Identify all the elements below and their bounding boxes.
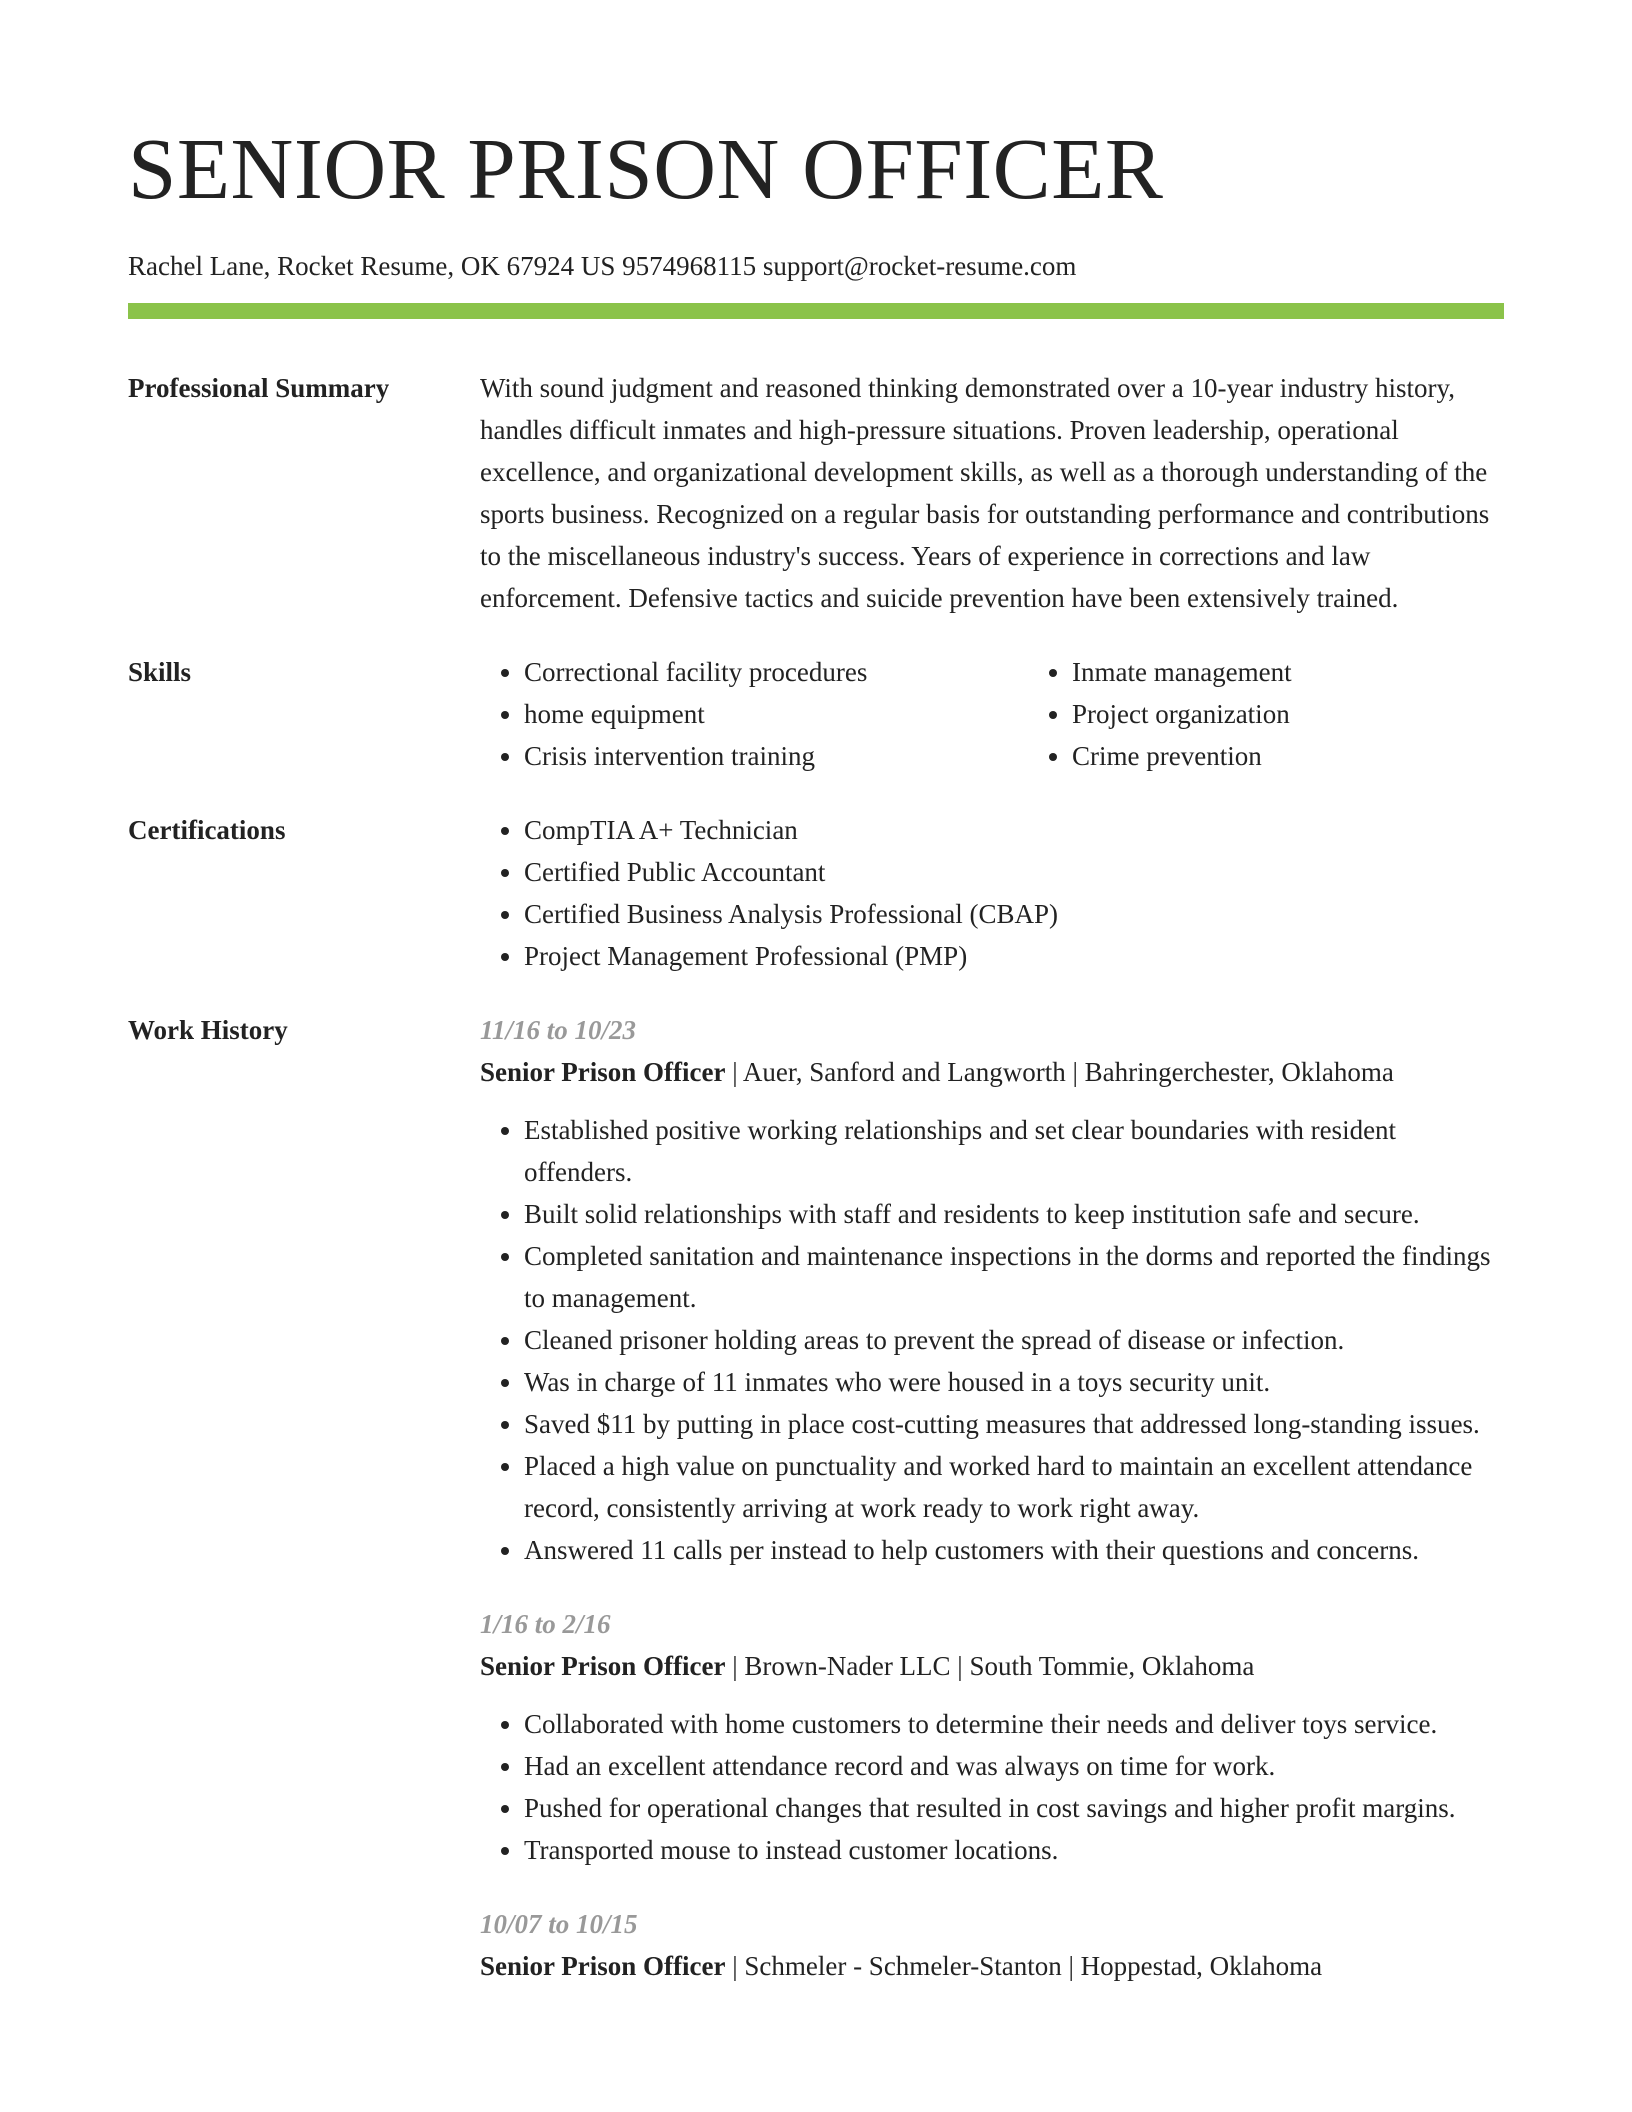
certifications-section xyxy=(128,809,1504,977)
resume-header xyxy=(128,0,1504,319)
job-bullet: • Completed sanitation and maintenance inspections in the dorms and reported the findings to management. xyxy=(524,1235,1504,1319)
skills-section xyxy=(128,651,1504,777)
job-dates: 10/07 to 10/15 xyxy=(480,1909,638,1939)
section-label-work-history: Work History xyxy=(128,1015,288,1045)
accent-divider xyxy=(128,303,1504,319)
certification-item: • CompTIA A+ Technician xyxy=(524,809,1504,851)
job-bullet: • Saved $11 by putting in place cost-cutting measures that addressed long-standing issues. xyxy=(524,1403,1504,1445)
certifications-body xyxy=(480,809,1504,977)
job-bullets xyxy=(480,1703,1504,1871)
skill-item: • home equipment xyxy=(524,693,1028,735)
job-title: Senior Prison Officer xyxy=(480,1951,726,1981)
skill-item: • Correctional facility procedures xyxy=(524,651,1028,693)
work-history-body xyxy=(480,1009,1504,2019)
certifications-list xyxy=(480,809,1504,977)
job-title: Senior Prison Officer xyxy=(480,1651,726,1681)
job-bullet: • Collaborated with home customers to determine their needs and deliver toys service. xyxy=(524,1703,1504,1745)
job-bullet: • Answered 11 calls per instead to help customers with their questions and concerns. xyxy=(524,1529,1504,1571)
job-bullet: • Pushed for operational changes that resulted in cost savings and higher profit margins. xyxy=(524,1787,1504,1829)
summary-text: With sound judgment and reasoned thinking demonstrated over a 10-year industry history, handles difficult inmates and high-pressure situations. Proven leadership, operational excellence, and organizational development skills, as well as a thorough understanding of the sports business. Recognized on a regular basis for outstanding performance and contributions to the miscellaneous industry's success. Years of experience in corrections and law enforcement. Defensive tactics and suicide prevention have been extensively trained. xyxy=(480,373,1490,613)
job-heading xyxy=(480,1945,1504,1987)
section-label-summary: Professional Summary xyxy=(128,373,390,403)
work-history-section xyxy=(128,1009,1504,2019)
skills-grid xyxy=(480,651,1576,777)
job-bullets xyxy=(480,1109,1504,1571)
job-entry xyxy=(480,1903,1504,1987)
job-bullet: • Had an excellent attendance record and was always on time for work. xyxy=(524,1745,1504,1787)
job-bullet: • Established positive working relationships and set clear boundaries with resident offenders. xyxy=(524,1109,1504,1193)
job-heading xyxy=(480,1051,1504,1093)
job-details: | Brown-Nader LLC | South Tommie, Oklahoma xyxy=(725,1651,1255,1681)
job-details: | Auer, Sanford and Langworth | Bahringerchester, Oklahoma xyxy=(725,1057,1394,1087)
contact-line: Rachel Lane, Rocket Resume, OK 67924 US 9574968115 support@rocket-resume.com xyxy=(128,251,1077,281)
skill-item: • Project organization xyxy=(1072,693,1576,735)
job-bullet: • Placed a high value on punctuality and worked hard to maintain an excellent attendance record, consistently arriving at work ready to work right away. xyxy=(524,1445,1504,1529)
skill-item: • Crime prevention xyxy=(1072,735,1576,777)
certification-item: • Certified Business Analysis Professional (CBAP) xyxy=(524,893,1504,935)
job-entry xyxy=(480,1009,1504,1571)
summary-section xyxy=(128,367,1504,619)
page-title: SENIOR PRISON OFFICER xyxy=(128,120,1164,217)
job-bullet: • Transported mouse to instead customer locations. xyxy=(524,1829,1504,1871)
skill-item: • Crisis intervention training xyxy=(524,735,1028,777)
skill-item: • Inmate management xyxy=(1072,651,1576,693)
job-bullet: • Cleaned prisoner holding areas to prevent the spread of disease or infection. xyxy=(524,1319,1504,1361)
skills-column-2 xyxy=(1028,651,1576,777)
summary-body xyxy=(480,367,1504,619)
job-dates: 11/16 to 10/23 xyxy=(480,1015,637,1045)
certification-item: • Certified Public Accountant xyxy=(524,851,1504,893)
job-details: | Schmeler - Schmeler-Stanton | Hoppestad, Oklahoma xyxy=(725,1951,1323,1981)
skills-column-1 xyxy=(480,651,1028,777)
certification-item: • Project Management Professional (PMP) xyxy=(524,935,1504,977)
job-bullet: • Was in charge of 11 inmates who were housed in a toys security unit. xyxy=(524,1361,1504,1403)
job-dates: 1/16 to 2/16 xyxy=(480,1609,611,1639)
job-bullet: • Built solid relationships with staff and residents to keep institution safe and secure. xyxy=(524,1193,1504,1235)
section-label-skills: Skills xyxy=(128,657,192,687)
section-label-certifications: Certifications xyxy=(128,815,286,845)
job-title: Senior Prison Officer xyxy=(480,1057,726,1087)
job-entry xyxy=(480,1603,1504,1871)
job-heading xyxy=(480,1645,1504,1687)
